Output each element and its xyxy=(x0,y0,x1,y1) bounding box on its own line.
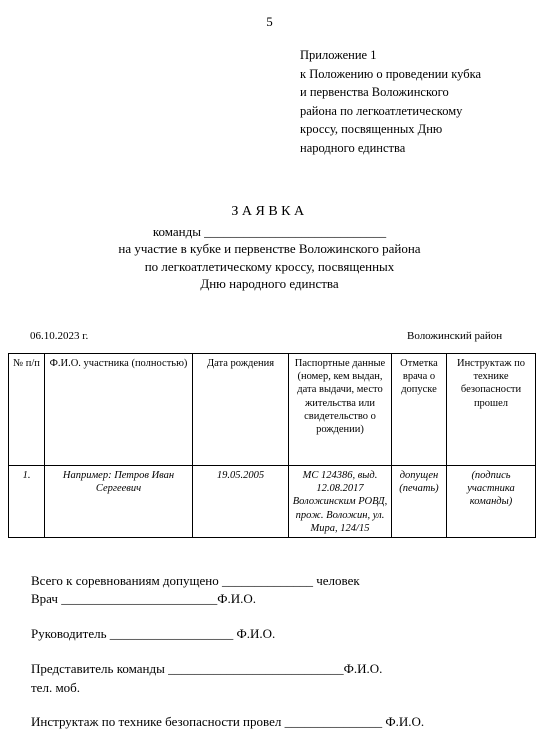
representative-signature-line: Представитель команды ___________________________Ф.И.О. xyxy=(31,661,383,676)
region-label: Воложинский район xyxy=(407,330,503,342)
cell-name: Например: Петров Иван Сергеевич xyxy=(45,466,193,538)
subtitle-line: на участие в кубке и первенстве Воложинского района xyxy=(118,241,421,256)
appendix-line: народного единства xyxy=(300,140,406,155)
admitted-count-line: Всего к соревнованиям допущено ______________ человек xyxy=(31,573,360,588)
header-safety-briefing: Инструктаж по технике безопасности прошел xyxy=(447,354,536,466)
appendix-line: к Положению о проведении кубка xyxy=(300,66,481,81)
participants-table xyxy=(8,353,536,538)
page-number: 5 xyxy=(266,14,273,29)
header-name: Ф.И.О. участника (полностью) xyxy=(45,354,193,466)
header-number: № п/п xyxy=(9,354,45,466)
appendix-line: Приложение 1 xyxy=(300,48,377,62)
appendix-line: кроссу, посвященных Дню xyxy=(300,122,443,136)
appendix-line: района по легкоатлетическому xyxy=(300,103,463,118)
cell-safety-briefing: (подпись участника команды) xyxy=(447,466,536,538)
document-subtitle xyxy=(0,240,539,293)
mobile-phone-line: тел. моб. xyxy=(31,680,81,695)
doctor-signature-line: Врач ________________________Ф.И.О. xyxy=(31,591,257,606)
cell-birth-date: 19.05.2005 xyxy=(193,466,289,538)
team-line: команды ____________________________ xyxy=(152,224,387,239)
subtitle-line: по легкоатлетическому кроссу, посвященных xyxy=(144,258,395,274)
safety-instruction-line: Инструктаж по технике безопасности провел _______________ Ф.И.О. xyxy=(31,714,425,729)
header-doctor-mark: Отметка врача о допуске xyxy=(392,354,447,466)
document-title: ЗАЯВКА xyxy=(231,204,308,219)
cell-passport: МС 124386, выд. 12.08.2017 Воложинским РОВД, прож. Воложин, ул. Мира, 124/15 xyxy=(289,466,392,538)
header-passport: Паспортные данные (номер, кем выдан, дата выдачи, место жительства или свидетельство о рождении) xyxy=(289,354,392,466)
appendix-line: и первенства Воложинского xyxy=(300,85,449,99)
appendix-note xyxy=(300,46,481,157)
application-date: 06.10.2023 г. xyxy=(30,330,89,342)
header-birth-date: Дата рождения xyxy=(193,354,289,466)
subtitle-line: Дню народного единства xyxy=(200,276,339,291)
cell-doctor-mark: допущен (печать) xyxy=(392,466,447,538)
table-row xyxy=(9,466,536,538)
table-header-row xyxy=(9,354,536,466)
head-signature-line: Руководитель ___________________ Ф.И.О. xyxy=(31,626,276,641)
cell-number: 1. xyxy=(9,466,45,538)
